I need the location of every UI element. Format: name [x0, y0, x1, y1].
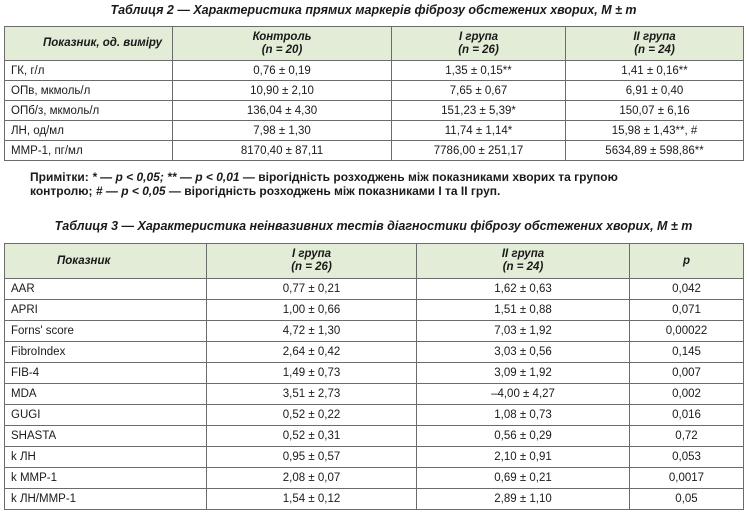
table-cell: 7,03 ± 1,92	[417, 321, 630, 342]
table-cell: 2,10 ± 0,91	[417, 447, 630, 468]
table-row	[5, 300, 744, 321]
table-cell: ММР-1, пг/мл	[5, 141, 173, 161]
table-cell: SHASTA	[5, 426, 207, 447]
table2-caption: Таблиця 2 — Характеристика прямих маркерів фіброзу обстежених хворих, M ± m	[110, 3, 637, 17]
table-row	[5, 489, 744, 510]
table-cell: 0,002	[630, 384, 744, 405]
table2-header-row	[5, 27, 744, 61]
table3-header-group1-n: (n = 26)	[291, 261, 332, 273]
table-cell: 4,72 ± 1,30	[207, 321, 417, 342]
table-cell: 7,65 ± 0,67	[392, 81, 566, 101]
table-cell: 1,51 ± 0,88	[417, 300, 630, 321]
table3-caption: Таблиця 3 — Характеристика неінвазивних тестів діагностики фіброзу обстежених хворих, M ± m	[54, 219, 693, 233]
notes-text-2: контролю;	[30, 184, 96, 198]
table2-header-control-label: Контроль	[252, 30, 312, 43]
table-cell: 3,03 ± 0,56	[417, 342, 630, 363]
table3-header-group2-n: (n = 24)	[502, 261, 544, 273]
table2-header-control-n: (n = 20)	[261, 43, 303, 56]
table-cell: 1,08 ± 0,73	[417, 405, 630, 426]
table-cell: 0,053	[630, 447, 744, 468]
table3-header-indicator: Показник	[5, 244, 207, 279]
table-cell: 2,08 ± 0,07	[207, 468, 417, 489]
table-cell: 0,071	[630, 300, 744, 321]
table-row	[5, 279, 744, 300]
table-cell: FibroIndex	[5, 342, 207, 363]
table-cell: 1,41 ± 0,16**	[566, 61, 744, 81]
table-cell: 7786,00 ± 251,17	[392, 141, 566, 161]
table2-header-group2-label: ІІ група	[633, 30, 676, 43]
table-cell: 7,98 ± 1,30	[173, 121, 392, 141]
table-cell: 3,51 ± 2,73	[207, 384, 417, 405]
table3-header-group2	[417, 244, 630, 279]
table-cell: GUGI	[5, 405, 207, 426]
table-cell: –4,00 ± 4,27	[417, 384, 630, 405]
table-cell: ОПб/з, мкмоль/л	[5, 101, 173, 121]
table-cell: 0,016	[630, 405, 744, 426]
table-cell: 1,62 ± 0,63	[417, 279, 630, 300]
table-cell: 6,91 ± 0,40	[566, 81, 744, 101]
table-cell: 5634,89 ± 598,86**	[566, 141, 744, 161]
table-cell: ГК, г/л	[5, 61, 173, 81]
table-cell: ЛН, од/мл	[5, 121, 173, 141]
table-cell: 0,05	[630, 489, 744, 510]
table-row	[5, 405, 744, 426]
table-cell: MDA	[5, 384, 207, 405]
notes-text-3: — вірогідність розходжень між показниками І та ІІ груп.	[165, 184, 501, 198]
table2-header-group2-n: (n = 24)	[634, 43, 675, 56]
notes-significance-1: * — p < 0,05; ** — p < 0,01	[92, 170, 240, 184]
notes-significance-2: # — p < 0,05	[95, 184, 166, 198]
table2-header-group1-n: (n = 26)	[458, 43, 499, 56]
table-cell: 0,00022	[630, 321, 744, 342]
table-row	[5, 342, 744, 363]
table2-header-indicator: Показник, од. виміру	[5, 27, 173, 61]
table-row	[5, 363, 744, 384]
table-cell: FIB-4	[5, 363, 207, 384]
table-row	[5, 121, 744, 141]
table-cell: 2,64 ± 0,42	[207, 342, 417, 363]
table-cell: 0,52 ± 0,31	[207, 426, 417, 447]
table-cell: 150,07 ± 6,16	[566, 101, 744, 121]
table-row	[5, 101, 744, 121]
table-row	[5, 384, 744, 405]
table-cell: 136,04 ± 4,30	[173, 101, 392, 121]
table-cell: 0,76 ± 0,19	[173, 61, 392, 81]
table-row	[5, 81, 744, 101]
table2-header-group1	[392, 27, 566, 61]
table2-header-control	[173, 27, 392, 61]
table-cell: APRI	[5, 300, 207, 321]
table-row	[5, 468, 744, 489]
table3-header-group2-label: ІІ група	[501, 248, 545, 260]
table-cell: 0,042	[630, 279, 744, 300]
table3-header-group1	[207, 244, 417, 279]
table-cell: k ЛН	[5, 447, 207, 468]
table-cell: 10,90 ± 2,10	[173, 81, 392, 101]
table-cell: 15,98 ± 1,43**, #	[566, 121, 744, 141]
table3	[4, 243, 744, 510]
table-cell: k ММР-1	[5, 468, 207, 489]
table-cell: 11,74 ± 1,14*	[392, 121, 566, 141]
table-cell: 1,54 ± 0,12	[207, 489, 417, 510]
table2-header-group1-label: І група	[458, 30, 499, 43]
table-cell: 0,007	[630, 363, 744, 384]
table3-header-p: p	[630, 244, 744, 279]
table-cell: k ЛН/ММР-1	[5, 489, 207, 510]
table-cell: 0,95 ± 0,57	[207, 447, 417, 468]
table-cell: 0,72	[630, 426, 744, 447]
table-cell: Forns' score	[5, 321, 207, 342]
table3-header-group1-label: І група	[291, 248, 332, 260]
table-cell: 0,145	[630, 342, 744, 363]
table2-notes	[30, 170, 745, 198]
table-row	[5, 426, 744, 447]
table-cell: 1,49 ± 0,73	[207, 363, 417, 384]
table-cell: 151,23 ± 5,39*	[392, 101, 566, 121]
table-cell: 1,35 ± 0,15**	[392, 61, 566, 81]
notes-text-1: — вірогідність розходжень між показниками хворих та групою	[239, 170, 618, 184]
table2	[4, 26, 744, 161]
table-cell: 0,69 ± 0,21	[417, 468, 630, 489]
table-cell: 0,52 ± 0,22	[207, 405, 417, 426]
table-cell: 0,0017	[630, 468, 744, 489]
table-cell: 0,77 ± 0,21	[207, 279, 417, 300]
table-cell: 3,09 ± 1,92	[417, 363, 630, 384]
notes-label: Примітки:	[30, 170, 89, 184]
table-cell: 1,00 ± 0,66	[207, 300, 417, 321]
table-row	[5, 141, 744, 161]
table-cell: 0,56 ± 0,29	[417, 426, 630, 447]
table2-header-group2	[566, 27, 744, 61]
table-cell: AAR	[5, 279, 207, 300]
table-cell: 2,89 ± 1,10	[417, 489, 630, 510]
table-row	[5, 447, 744, 468]
table-cell: 8170,40 ± 87,11	[173, 141, 392, 161]
table-row	[5, 61, 744, 81]
table-cell: ОПв, мкмоль/л	[5, 81, 173, 101]
table3-header-row	[5, 244, 744, 279]
table-row	[5, 321, 744, 342]
